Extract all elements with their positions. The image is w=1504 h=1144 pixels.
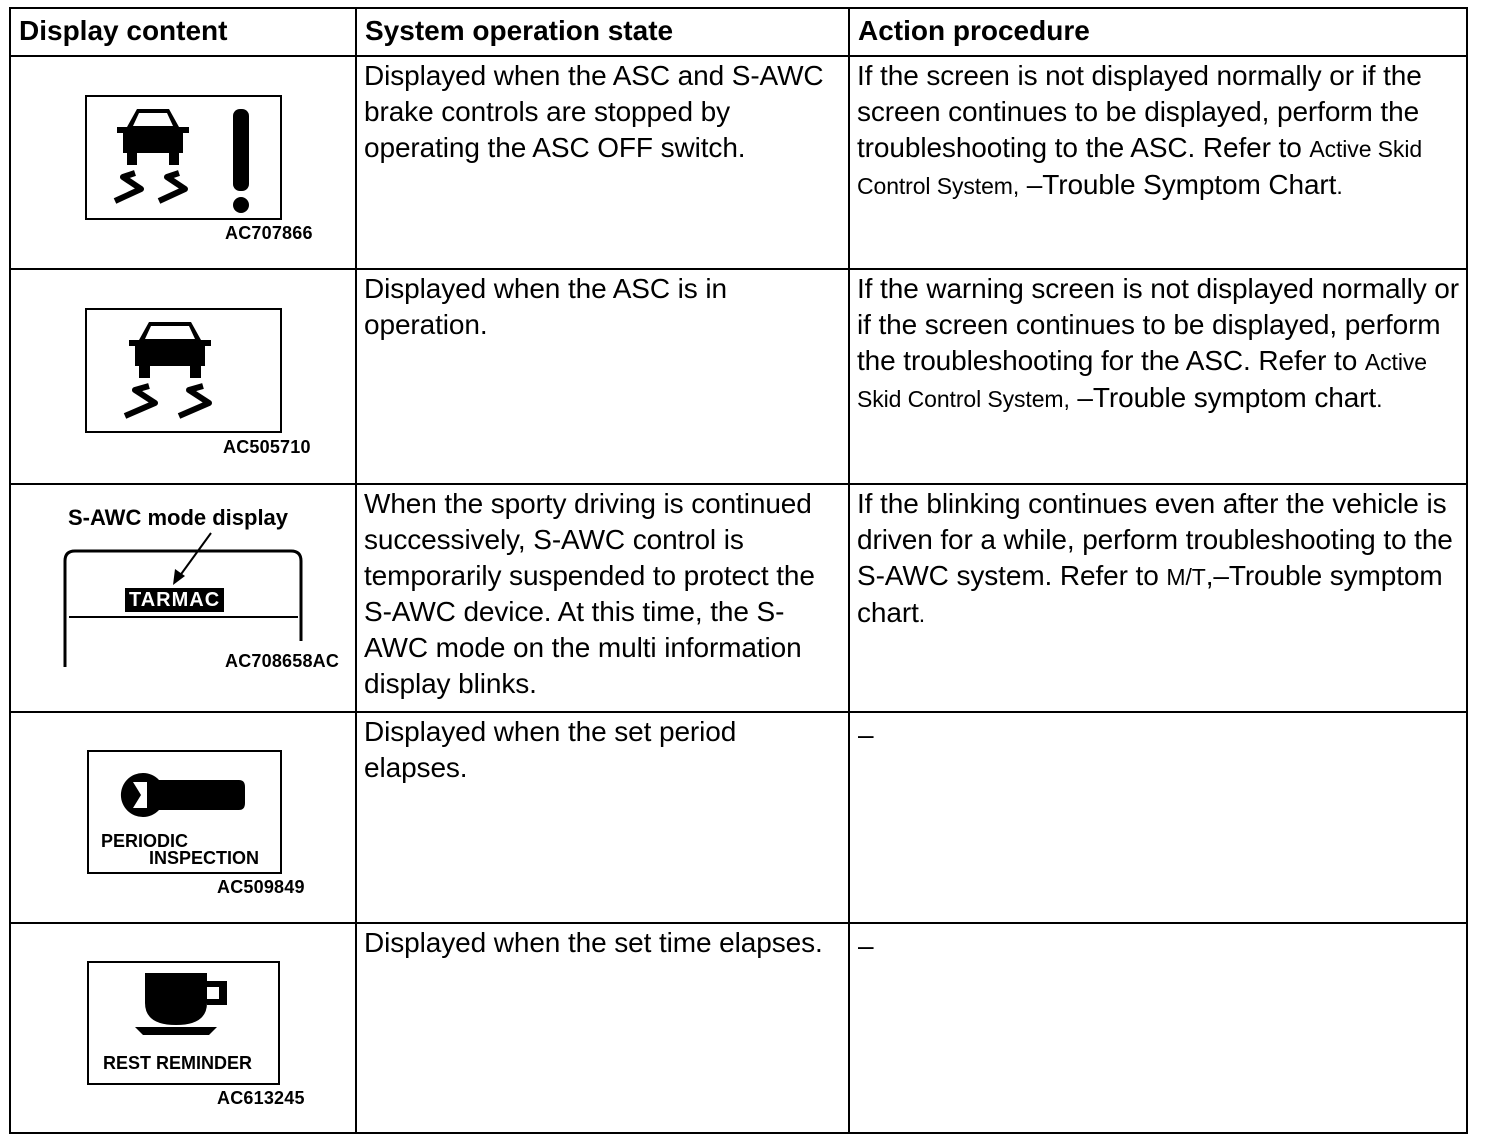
system-operation-state-cell: Displayed when the set period elapses.	[357, 713, 850, 924]
action-procedure-cell: If the screen is not displayed normally or if the screen continues to be displayed, perform the troubleshooting to the ASC. Refer to Active Skid Control System, –Trouble Symptom Chart.	[850, 57, 1466, 270]
header-display-content: Display content	[11, 9, 357, 57]
illustration-code: AC613245	[217, 1088, 305, 1108]
s-awc-mode-display-label: S-AWC mode display	[68, 505, 289, 530]
system-operation-state-cell: Displayed when the ASC is in operation.	[357, 270, 850, 485]
icon-frame	[85, 95, 282, 220]
illustration-code: AC505710	[223, 437, 311, 457]
tarmac-mode-badge: TARMAC	[125, 588, 224, 612]
inspection-label: INSPECTION	[149, 848, 260, 868]
asc-skid-icon	[87, 310, 280, 431]
illustration-code: AC509849	[217, 877, 305, 897]
periodic-label: PERIODIC	[101, 831, 189, 851]
rest-reminder-label: REST REMINDER	[103, 1053, 253, 1073]
display-content-cell	[11, 713, 357, 924]
system-operation-state-cell: Displayed when the ASC and S-AWC brake controls are stopped by operating the ASC OFF switch.	[357, 57, 850, 270]
icon-frame	[87, 750, 282, 874]
header-action-procedure: Action procedure	[850, 9, 1466, 57]
icon-frame	[85, 308, 282, 433]
system-operation-state-cell: When the sporty driving is continued successively, S-AWC control is temporarily suspended to protect the S-AWC device. At this time, the S-AWC mode on the multi information display blinks.	[357, 485, 850, 713]
warning-display-table	[9, 7, 1468, 1134]
reference-link[interactable]: Active Skid Control System,	[857, 136, 1423, 199]
reference-link[interactable]: M/T	[1166, 564, 1206, 590]
icon-frame	[87, 961, 280, 1085]
asc-off-skid-warning-icon	[87, 97, 280, 218]
system-operation-state-cell: Displayed when the set time elapses.	[357, 924, 850, 1132]
coffee-cup-icon	[89, 963, 278, 1043]
action-procedure-cell: If the blinking continues even after the vehicle is driven for a while, perform troubleshooting to the S-AWC system. Refer to M/T,–Trouble symptom chart.	[850, 485, 1466, 713]
wrench-icon	[89, 752, 280, 832]
display-content-cell	[11, 485, 357, 713]
display-content-cell	[11, 924, 357, 1132]
action-procedure-cell: –	[858, 930, 874, 961]
header-system-operation-state: System operation state	[357, 9, 850, 57]
action-procedure-cell: If the warning screen is not displayed normally or if the screen continues to be displayed, perform the troubleshooting for the ASC. Refer to Active Skid Control System, –Trouble symptom chart.	[850, 270, 1466, 485]
illustration-code: AC708658AC	[225, 651, 340, 671]
action-procedure-cell: –	[850, 713, 1466, 924]
illustration-code: AC707866	[225, 223, 313, 243]
display-content-cell	[11, 270, 357, 485]
display-content-cell	[11, 57, 357, 270]
reference-link[interactable]: Active Skid Control System,	[857, 349, 1427, 412]
